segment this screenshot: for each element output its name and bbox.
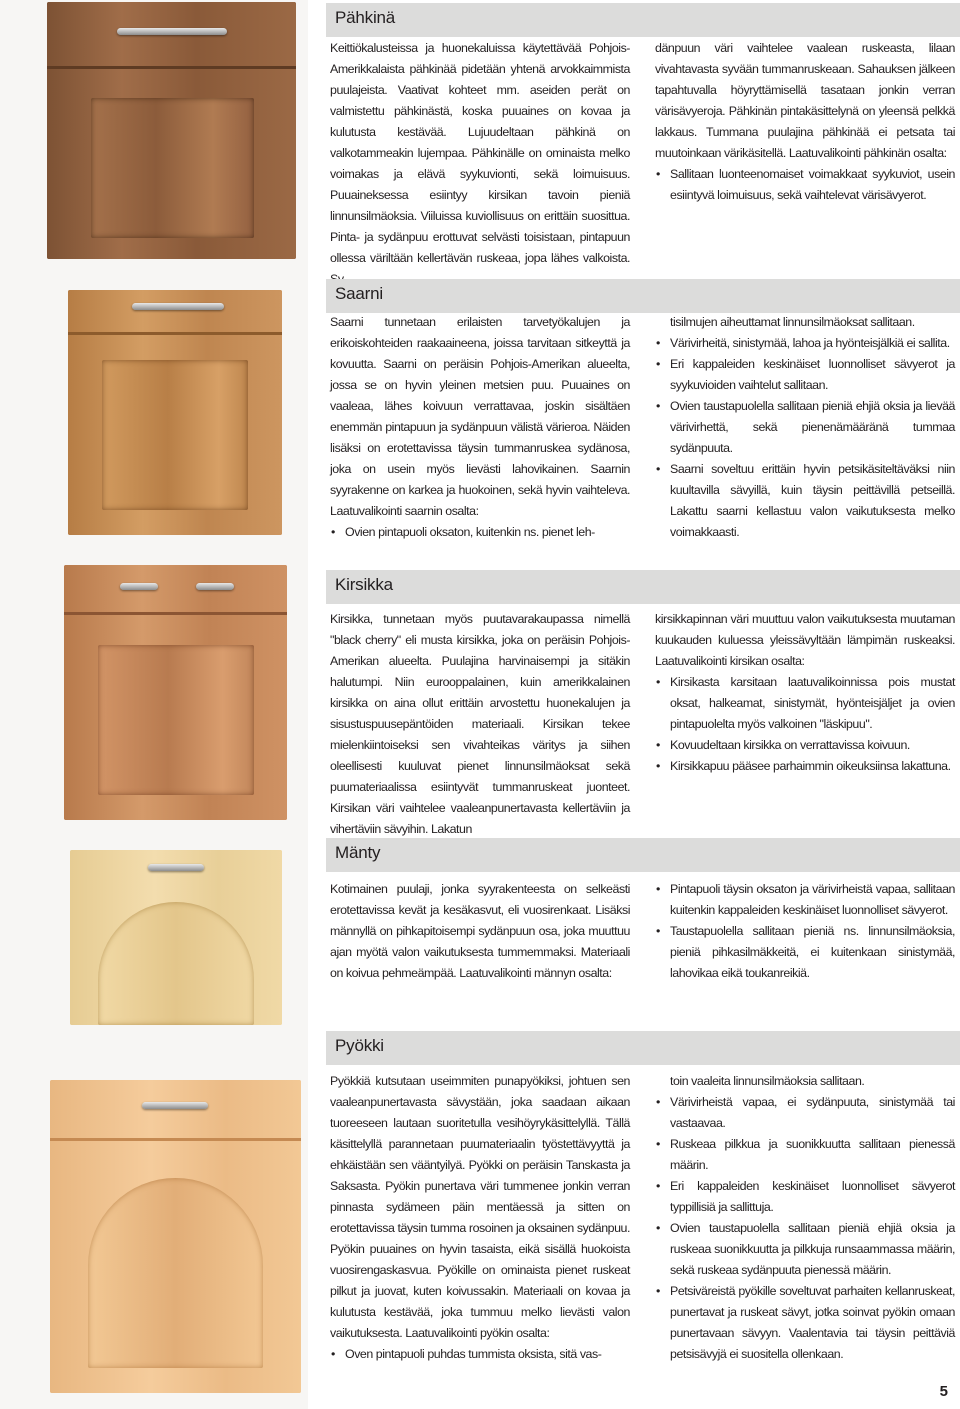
- bullet-icon: •: [331, 1347, 335, 1361]
- list-item: • Kirsikasta karsitaan laatuvalikoinnissa pois mustat oksat, halkeamat, sinistymät, hyönteisjäljet ja ovien pintapuolelta myös valkoinen "läskipuu".: [655, 672, 955, 735]
- walnut-door-image: [47, 2, 296, 259]
- beech-text-col1: [330, 1071, 630, 1365]
- paragraph: Kotimainen puulaji, jonka syyrakenteesta on selkeästi erotettavissa kevät ja kesäkasvut, eli vuosirenkaat. Lisäksi männyllä on pihkapitoisempi sydänpuun osa, joka muuttuu ajan myötä valon vaikutuksesta tummemmaksi. Materiaali on koivua pehmeämpää. Laatuvalikointi männyn osalta:: [330, 882, 630, 980]
- ash-door-image: [68, 290, 282, 535]
- bullet-icon: •: [656, 738, 660, 752]
- bullet-icon: •: [656, 399, 660, 413]
- handle-icon: [120, 583, 158, 590]
- handle-icon: [148, 864, 204, 871]
- bullet-list: [655, 164, 955, 206]
- section-header-cherry: [326, 570, 960, 604]
- pine-text-col1: [330, 879, 630, 984]
- bullet-list: [655, 333, 955, 543]
- bullet-icon: •: [656, 882, 660, 896]
- section-header-beech: [326, 1031, 960, 1065]
- bullet-icon: •: [656, 675, 660, 689]
- section-header-walnut: [326, 3, 960, 37]
- ash-text-col1: [330, 312, 630, 543]
- section-header-ash: [326, 279, 960, 313]
- list-item: • Eri kappaleiden keskinäiset luonnolliset sävyerot ja syykuvioiden vaihtelut sallitaan.: [655, 354, 955, 396]
- list-item: • Oven pintapuoli puhdas tummista oksista, sitä vas-: [330, 1344, 630, 1365]
- bullet-icon: •: [656, 336, 660, 350]
- list-item: • Pintapuoli täysin oksaton ja värivirheistä vapaa, sallitaan kuitenkin kappaleiden keskinäiset luonnolliset sävyerot.: [655, 879, 955, 921]
- ash-text-col2: [655, 312, 955, 543]
- list-item: • Kirsikkapuu pääsee parhaimmin oikeuksiinsa lakattuna.: [655, 756, 955, 777]
- list-item: • Sallitaan luonteenomaiset voimakkaat syykuviot, usein esiintyvä loimuisuus, sekä vaihtelevat värisävyerot.: [655, 164, 955, 206]
- page-number: 5: [939, 1383, 948, 1400]
- door-sample-sidebar: [0, 0, 308, 1409]
- list-item: • Eri kappaleiden keskinäiset luonnolliset sävyerot typpillisiä ja sallittuja.: [655, 1176, 955, 1218]
- bullet-icon: •: [656, 924, 660, 938]
- handle-icon: [132, 303, 224, 310]
- bullet-icon: •: [656, 462, 660, 476]
- section-title: Pähkinä: [335, 8, 396, 27]
- list-item: • Petsiväreistä pyökille soveltuvat parhaiten kellanruskeat, punertavat ja ruskeat sävyt, jotka soinvat pyökin omaan punertavaan sävyyn. Vaalentavia tai täysin peittäviä petsisävyjä ei suositella ollenkaan.: [655, 1281, 955, 1365]
- cherry-text-col1: [330, 609, 630, 840]
- paragraph: Saarni tunnetaan erilaisten tarvetyökalujen ja erikoiskohteiden raakaaineena, joissa tarvitaan sitkeyttä ja kovuutta. Saarni on peräisin Pohjois-Amerikan alueelta, jossa se on hyvin yleinen metsien puu. Puuaines on vaaleaa, lähes koivuun verrattavaa, joskin sisältäen enemmän pintapuun ja sydänpuun välistä värieroa. Näiden lisäksi on erotettavissa täysin tummanruskea sydänosa, joka on usein myös lievästi lahovikainen. Saarnin syyrakenne on karkea ja huokoinen, sekä hyvin vaihteleva. Laatuvalikointi saarnin osalta:: [330, 315, 630, 518]
- bullet-list: [655, 672, 955, 777]
- section-header-pine: [326, 838, 960, 872]
- list-item: • Ovien taustapuolella sallitaan pieniä ehjiä oksia ja ruskeaa suonikkuutta ja pilkkuja runsaammassa määrin, sekä ruskeaa sydänpuuta pienessä määrin.: [655, 1218, 955, 1281]
- handle-icon: [117, 28, 227, 35]
- paragraph: kirsikkapinnan väri muuttuu valon vaikutuksesta muutaman kuukauden kuluessa yleissävyltään lämpimän ruskeaksi. Laatuvalikointi kirsikan osalta:: [655, 612, 955, 668]
- pine-door-image: [70, 850, 282, 1025]
- paragraph: tisilmujen aiheuttamat linnunsilmäoksat sallitaan.: [670, 315, 915, 329]
- bullet-icon: •: [331, 525, 335, 539]
- list-item: • Värivirheitä, sinistymää, lahoa ja hyönteisjälkiä ei sallita.: [655, 333, 955, 354]
- bullet-icon: •: [656, 167, 660, 181]
- bullet-list: [330, 1344, 630, 1365]
- bullet-icon: •: [656, 1095, 660, 1109]
- section-title: Pyökki: [335, 1036, 384, 1055]
- bullet-icon: •: [656, 1137, 660, 1151]
- bullet-list: [655, 879, 955, 984]
- bullet-icon: •: [656, 1179, 660, 1193]
- beech-text-col2: [655, 1071, 955, 1365]
- walnut-text-col2: [655, 38, 955, 206]
- section-title: Mänty: [335, 843, 381, 862]
- handle-icon: [196, 583, 234, 590]
- list-item: • Ruskeaa pilkkua ja suonikkuutta sallitaan pienessä määrin.: [655, 1134, 955, 1176]
- bullet-icon: •: [656, 357, 660, 371]
- list-item: • Kovuudeltaan kirsikka on verrattavissa koivuun.: [655, 735, 955, 756]
- bullet-icon: •: [656, 1284, 660, 1298]
- bullet-list: [330, 522, 630, 543]
- paragraph: Keittiökalusteissa ja huonekaluissa käytettävää Pohjois-Amerikkalaista pähkinää pidetään yhtenä arvokkaimmista puulajeista. Vaativat kohteet mm. aseiden perät on valmistettu pähkinästä, koska puuaines on kovaa ja kulutusta kestävää. Lujuudeltaan pähkinä on valkotammeakin lujempaa. Pähkinälle on ominaista melko voimakas ja elävä syykuvionti, sekä loimuisuus. Puuaineksessa esiintyy kirsikan tavoin pieniä linnunsilmäoksia. Viiluissa kuviollisuus on erittäin suosittua. Pinta- ja sydänpuu erottuvat selvästi toisistaan, pintapuun ollessa väriltään kellertävän ruskeaa, jopa lähes valkoista.: [330, 41, 630, 265]
- bullet-icon: •: [656, 759, 660, 773]
- paragraph: Kirsikka, tunnetaan myös puutavarakaupassa nimellä "black cherry" eli musta kirsikka, joka on peräisin Pohjois-Amerikan alueelta. Puulajina harvinaisempi ja sitäkin halutumpi. Niin eurooppalainen, kuin amerikkalainen kirsikka on aina ollut erittäin arvostettu huonekalujen ja sisustuspuusepäntöiden materiaali. Kirsikan tekee mielenkiintoiseksi sen vivahteikas väritys ja siihen oleellisesti kuuluvat pienet linnunsilmäoksat sekä puumateriaalissa esiintyvät tummanruskeat juonteet. Kirsikan väri vaihtelee vaaleanpunertavasta kellertäviin ja vihertäviin sävyihin. Lakatun: [330, 612, 630, 836]
- list-item: • Ovien pintapuoli oksaton, kuitenkin ns. pienet leh-: [330, 522, 630, 543]
- paragraph: toin vaaleita linnunsilmäoksia sallitaan.: [670, 1074, 865, 1088]
- list-item: • Ovien taustapuolella sallitaan pieniä ehjiä oksia ja lievää värivirhettä, sekä pienenämääränä tummaa sydänpuuta.: [655, 396, 955, 459]
- bullet-list: [655, 1092, 955, 1365]
- list-item: • Saarni soveltuu erittäin hyvin petsikäsiteltäväksi niin kuultavilla sävyillä, kuin täysin peittävillä petseillä. Lakattu saarni kellastuu valon vaikutuksesta melko voimakkaasti.: [655, 459, 955, 543]
- beech-door-image: [50, 1080, 301, 1393]
- cherry-text-col2: [655, 609, 955, 777]
- bullet-icon: •: [656, 1221, 660, 1235]
- paragraph: Pyökkiä kutsutaan useimmiten punapyökiksi, johtuen sen vaaleanpunertavasta sävystään, joka saadaan aikaan tuoreeseen lautaan suoritetulla vesihöyrykäsittelyllä. Tällä käsittelyllä parannetaan puumateriaalin työstettävyyttä ja ehkäistään sen vääntyilyä. Pyökki on peräisin Tanskasta ja Saksasta. Pyökin punertava väri tummenee jonkin verran pinnasta sydämeen päin mentäessä ja sitten on erotettavissa täysin tumma rosoinen ja oksainen sydänpuu. Pyökin puuaines on hyvin tasaista, eikä sisällä huokoista vuosirengaskasvua. Pyökille on ominaista pienet ruskeat pilkut ja juovat, kuten koivussakin. Materiaali on kovaa ja kulutusta kestävää, joka tummuu melko lievästi valon vaikutuksesta. Laatuvalikointi pyökin osalta:: [330, 1074, 630, 1340]
- walnut-text-col1: [330, 38, 630, 290]
- list-item: • Värivirheistä vapaa, ei sydänpuuta, sinistymää tai vastaavaa.: [655, 1092, 955, 1134]
- list-item: • Taustapuolella sallitaan pieniä ns. linnunsilmäoksia, pieniä pihkasilmäkkeitä, ei kuitenkaan sinistymää, lahovikaa eikä toukanreikiä.: [655, 921, 955, 984]
- pine-text-col2: [655, 879, 955, 984]
- section-title: Kirsikka: [335, 575, 393, 594]
- section-title: Saarni: [335, 284, 383, 303]
- paragraph: dänpuun väri vaihtelee vaalean ruskeasta, lilaan vivahtavasta syvään tummanruskeaan. Sahauksen jälkeen tapahtuvalla höyryttämisellä tasataan jonkin verran värisävyeroja. Pähkinän pintakäsittelynä on yleensä pelkkä lakkaus. Tummana puulajina pähkinää ei petsata tai muutoinkaan värikäsitellä. Laatuvalikointi pähkinän osalta:: [655, 41, 955, 160]
- handle-icon: [142, 1102, 208, 1109]
- cherry-door-image: [64, 565, 287, 820]
